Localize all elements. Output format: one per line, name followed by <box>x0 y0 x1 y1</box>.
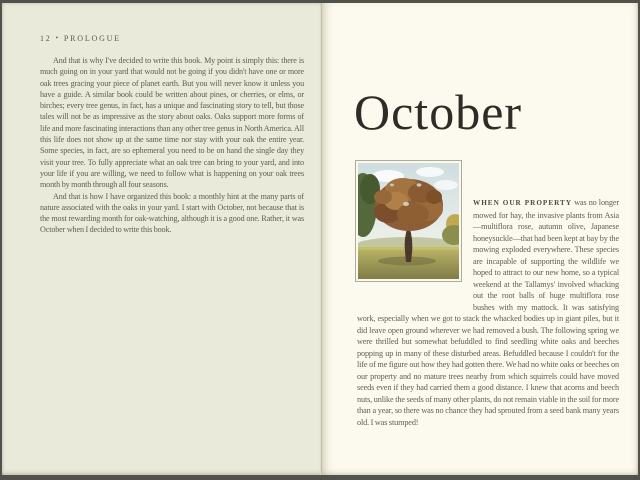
header-separator-icon: • <box>55 34 60 42</box>
canopy-sky-gap <box>417 183 422 186</box>
cloud <box>416 167 444 177</box>
canopy-sky-gap <box>390 184 394 187</box>
right-page <box>321 3 638 475</box>
photo-wrap-spacer <box>357 197 473 303</box>
prologue-paragraph: And that is why I've decided to write this book. My point is simply this: there is much going on in your yard that would not be going if you didn't have one or more oak trees gracing your piece of planet earth. But you will never know it unless you have a guide. A similar book could be written about pines, or cherries, or elms, or birches; every tree genus, in fact, has a unique and fascinating story to tell, but those tales will not be as impressive as the story about oaks. Oaks support more forms of life and more fascinating interactions than any other tree genus in North America. All this life does not show up at the same time nor stay with your oak the entire year. Some species, in fact, are so ephemeral you need to be on hand the single day they visit your tree. To fully appreciate what an oak tree can bring to your yard, and into your life if you are willing, we need to follow what is happening on your oak trees month by month through all four seasons. <box>40 56 304 190</box>
cloud <box>434 180 458 190</box>
chapter-lead-in: WHEN OUR PROPERTY <box>473 199 573 207</box>
prologue-paragraph: And that is how I have organized this book: a monthly hint at the many parts of nature associated with the oaks in your yard. I start with October, not because that is the most rewarding month for oak-watching, although it is a good one. Rather, it was October when I decided to write this book. <box>40 191 304 235</box>
chapter-text-block <box>357 197 619 428</box>
chapter-paragraph: was no longer mowed for hay, the invasive plants from Asia—multiflora rose, autumn olive, Japanese honeysuckle—that had been kept at bay by the mowing exploded everywhere. These species are incapable of supporting the wildlife we hoped to attract to our new home, so a typical weekend at the Tallamys' involved whacking out the root balls of huge multiflora rose bushes with my mattock. It was satisfying work, especially when we got to stack the whacked bodies up in giant piles, but it did leave open ground wherever we had removed a bush. The following spring we were thrilled but somewhat befuddled to find seedling white oaks and beeches popping up in many of these disturbed areas. Befuddled because I couldn't for the life of me figure out how they had gotten there. We had no white oaks or beeches on our property and no mature trees nearby from which squirrels could have moved seeds even if they had carried them a good distance. I knew that acorns and beech nuts, unlike the seeds of many other plants, do not remain viable in the soil for more than a year, so there was no chance they had sprouted from a seed bank many years old. I was stumped! <box>357 198 619 427</box>
section-title: PROLOGUE <box>63 34 121 43</box>
chapter-title: October <box>354 84 523 140</box>
running-header <box>40 34 121 43</box>
prologue-text-block <box>40 55 304 236</box>
left-page <box>2 3 321 475</box>
page-number: 12 <box>40 34 52 43</box>
